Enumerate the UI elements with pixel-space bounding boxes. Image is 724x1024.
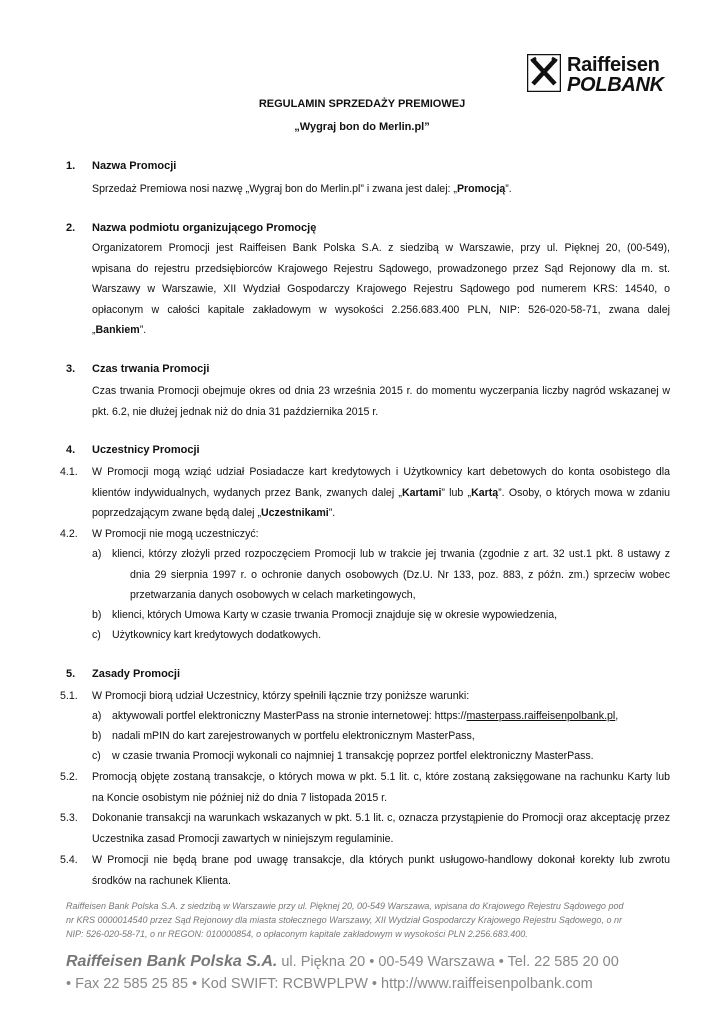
section-2-heading: 2. Nazwa podmiotu organizującego Promocję xyxy=(66,222,317,234)
raiffeisen-gable-cross-icon xyxy=(527,54,561,92)
logo-text-raiffeisen: Raiffeisen xyxy=(567,54,660,76)
promotion-name: „Wygraj bon do Merlin.pl” xyxy=(294,121,430,133)
list-item-4-2-c: c) Użytkownicy kart kredytowych dodatkowych. xyxy=(92,629,322,641)
list-item-5-1-c: c) w czasie trwania Promocji wykonali co najmniej 1 transakcję poprzez portfel elektroniczny MasterPass. xyxy=(92,750,594,762)
logo-text-polbank: POLBANK xyxy=(567,74,664,96)
footer-contact-line-2: • Fax 22 585 25 85 • Kod SWIFT: RCBWPLPW • http://www.raiffeisenpolbank.com xyxy=(66,976,593,992)
paragraph-4-1: 4.1. W Promocji mogą wziąć udział Posiadacze kart kredytowych i Użytkownicy kart debetowych do konta osobistego dla klientów indywidualnych, wydanych przez Bank, zwanych dalej „Kartami” lub „Kartą”. Osoby, o których mowa w zdaniu poprzedzającym zwane będą dalej „Uczestnikami”. xyxy=(60,466,670,519)
section-3-text: Czas trwania Promocji obejmuje okres od dnia 23 września 2015 r. do momentu wyczerpania liczby nagród wskazanej w pkt. 6.2, nie dłużej jednak niż do dnia 31 października 2015 r. xyxy=(92,385,670,418)
paragraph-4-2: 4.2. W Promocji nie mogą uczestniczyć: xyxy=(60,528,259,540)
paragraph-5-2: 5.2. Promocją objęte zostaną transakcje, o których mowa w pkt. 5.1 lit. c, które zostaną zaksięgowane na rachunku Karty lub na Koncie osobistym nie później niż do dnia 7 listopada 2015 r. xyxy=(60,771,670,804)
footer-company-name: Raiffeisen Bank Polska S.A. xyxy=(66,953,278,970)
section-1-text: Sprzedaż Premiowa nosi nazwę „Wygraj bon do Merlin.pl” i zwana jest dalej: „Promocją”. xyxy=(92,183,512,195)
paragraph-5-3: 5.3. Dokonanie transakcji na warunkach wskazanych w pkt. 5.1 lit. c, oznacza przystąpienie do Promocji oraz akceptację przez Uczestnika zasad Promocji zawartych w niniejszym regulaminie. xyxy=(60,812,670,845)
list-item-5-1-a: a) aktywowali portfel elektroniczny MasterPass na stronie internetowej: https://masterpass.raiffeisenpolbank.pl, xyxy=(92,710,619,722)
section-5-heading: 5. Zasady Promocji xyxy=(66,668,181,680)
paragraph-5-4: 5.4. W Promocji nie będą brane pod uwagę transakcje, dla których punkt usługowo-handlowy dokonał korekty lub zwrotu środków na rachunek Klienta. xyxy=(60,854,670,887)
list-item-5-1-b: b) nadali mPIN do kart zarejestrowanych w portfelu elektronicznym MasterPass, xyxy=(92,730,475,742)
list-item-4-2-a: a) klienci, którzy złożyli przed rozpoczęciem Promocji lub w trakcie jej trwania (zgodnie z art. 32 ust.1 pkt. 8 ustawy z dnia 29 sierpnia 1997 r. o ochronie danych osobowych (Dz.U. Nr 133, poz. 883, z późn. zm.) sprzeciw wobec przetwarzania danych osobowych w celach marketingowych, xyxy=(92,548,670,601)
section-1-heading: 1. Nazwa Promocji xyxy=(66,160,177,172)
footer-contact: Raiffeisen Bank Polska S.A. ul. Piękna 20 • 00-549 Warszawa • Tel. 22 585 20 00 • Fax 22 585 25 85 • Kod SWIFT: RCBWPLPW • http://www.raiffeisenpolbank.com xyxy=(66,951,686,995)
footer-legal-info: Raiffeisen Bank Polska S.A. z siedzibą w Warszawie przy ul. Pięknej 20, 00-549 Warszawa, wpisana do Krajowego Rejestru Sądowego pod nr KRS 0000014540 przez Sąd Rejonowy dla miasta stołecznego Warszawy, XII Wydział Gospodarczy Krajowego Rejestru Sądowego, o nr NIP: 526-020-58-71, o nr REGON: 010000854, o opłaconym kapitale zakładowym w wysokości PLN 2.256.683.400. xyxy=(66,901,624,939)
section-3-heading: 3. Czas trwania Promocji xyxy=(66,363,210,375)
paragraph-5-1: 5.1. W Promocji biorą udział Uczestnicy, którzy spełnili łącznie trzy poniższe warunki: xyxy=(60,690,470,702)
list-item-4-2-b: b) klienci, których Umowa Karty w czasie trwania Promocji znajduje się w okresie wypowiedzenia, xyxy=(92,609,558,621)
document-title: REGULAMIN SPRZEDAŻY PREMIOWEJ xyxy=(258,98,466,110)
section-2-text: Organizatorem Promocji jest Raiffeisen Bank Polska S.A. z siedzibą w Warszawie, przy ul. Pięknej 20, (00-549), wpisana do rejestru przedsiębiorców Krajowego Rejestru Sądowego, prowadzonego przez Sąd Rejonowy dla m. st. Warszawy w Warszawie, XII Wydział Gospodarczy Krajowego Rejestru Sądowego pod numerem KRS: 14540, o opłaconym w całości kapitale zakładowym w wysokości 2.256.683.400 PLN, NIP: 526-020-58-71, zwana dalej „Bankiem”. xyxy=(92,242,670,336)
section-4-heading: 4. Uczestnicy Promocji xyxy=(66,444,200,456)
masterpass-link[interactable]: masterpass.raiffeisenpolbank.pl xyxy=(466,710,616,722)
bank-logo xyxy=(527,54,677,94)
